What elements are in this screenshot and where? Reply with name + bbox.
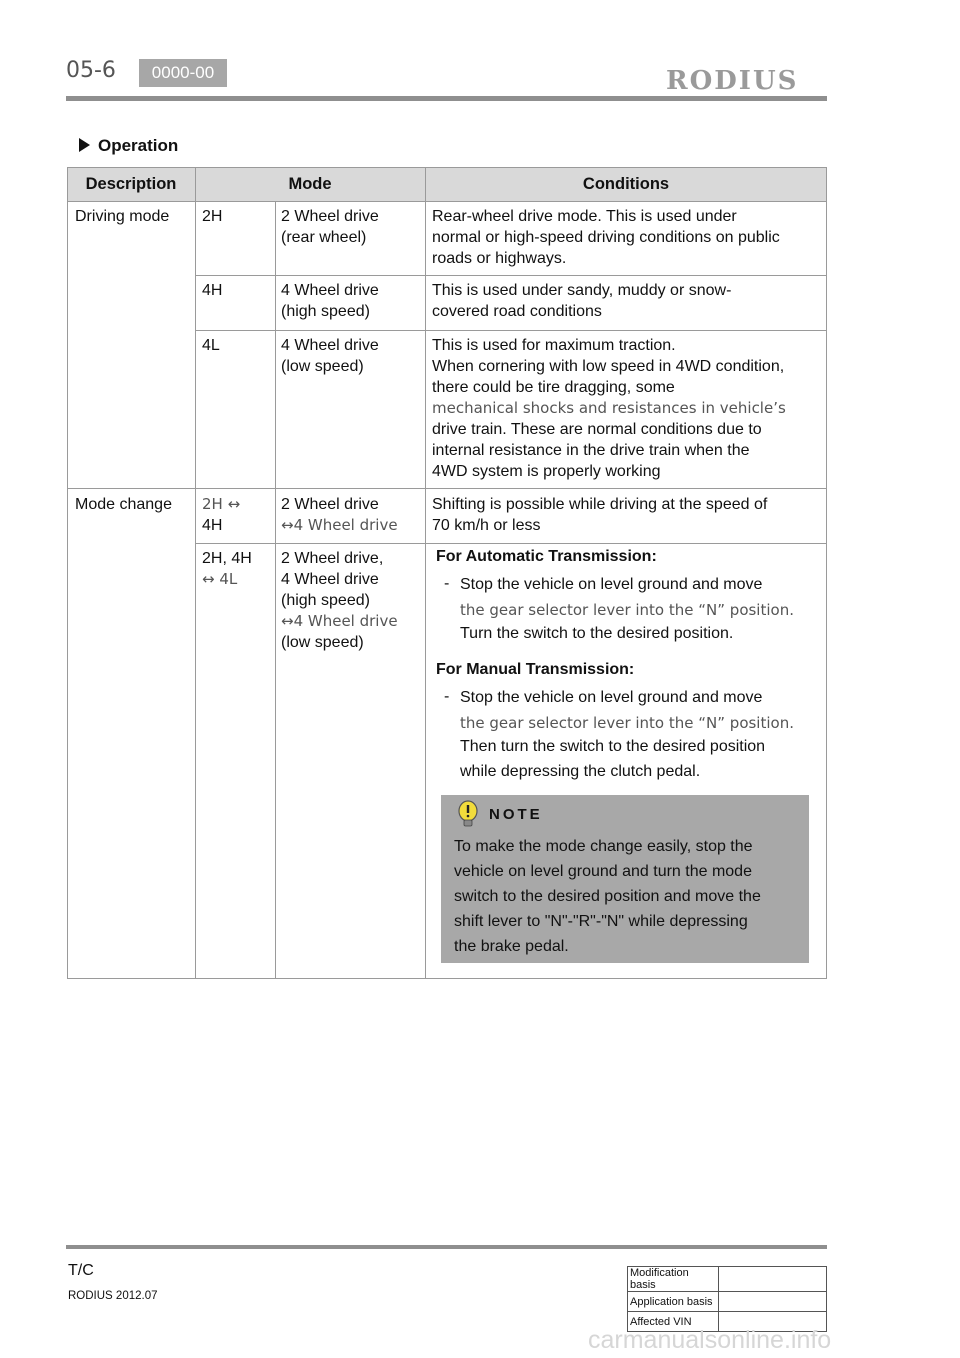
drive-line: (high speed): [281, 592, 370, 609]
row-divider: [195, 330, 827, 331]
drive-line: 4 Wheel drive: [281, 571, 379, 588]
condition-line: This is used for maximum traction.: [432, 337, 676, 354]
auto-transmission-steps: [460, 573, 794, 647]
condition-line: normal or high-speed driving conditions on public: [432, 229, 780, 246]
note-title: NOTE: [489, 806, 543, 823]
info-value: [719, 1267, 827, 1292]
row-mode: [202, 548, 252, 590]
step-line: the gear selector lever into the “N” position.: [460, 600, 794, 619]
section-title: [79, 136, 178, 156]
condition-line: mechanical shocks and resistances in vehicle’s: [432, 399, 786, 417]
info-label: Modification basis: [628, 1267, 719, 1292]
bullet-dash: -: [444, 575, 450, 592]
condition-line: When cornering with low speed in 4WD condition,: [432, 358, 785, 375]
triangle-bullet-icon: [79, 138, 90, 152]
row-description: Mode change: [75, 496, 172, 513]
step-line: Stop the vehicle on level ground and move: [460, 689, 763, 706]
note-line: To make the mode change easily, stop the: [454, 838, 753, 855]
table-row: [628, 1292, 827, 1312]
mode-line: 2H, 4H: [202, 550, 252, 567]
row-conditions: [432, 206, 780, 269]
step-line: while depressing the clutch pedal.: [460, 762, 701, 780]
table-border: [826, 167, 827, 979]
step-line: Then turn the switch to the desired position: [460, 738, 766, 755]
condition-line: 4WD system is properly working: [432, 463, 661, 480]
row-conditions: [432, 335, 786, 482]
row-mode: 4H: [202, 282, 223, 299]
row-drive: [281, 206, 379, 248]
header-mode: Mode: [288, 175, 332, 193]
row-divider: [67, 488, 827, 489]
row-mode: 2H: [202, 208, 223, 225]
table-border: [67, 167, 827, 168]
table-row: [628, 1267, 827, 1292]
row-mode: 4L: [202, 337, 220, 354]
row-description: Driving mode: [75, 208, 170, 225]
bullet-dash: -: [444, 688, 450, 705]
table-border: [67, 978, 827, 979]
manual-transmission-title: For Manual Transmission:: [436, 661, 635, 678]
footer-rule: [66, 1245, 827, 1249]
row-conditions: [432, 280, 731, 322]
footer-section-code: T/C: [68, 1262, 94, 1279]
drive-line: 2 Wheel drive,: [281, 550, 384, 567]
column-divider: [425, 167, 426, 979]
step-line: Turn the switch to the desired position.: [460, 625, 734, 642]
drive-line: (high speed): [281, 303, 370, 320]
drive-line: (low speed): [281, 358, 364, 375]
table-border: [67, 167, 68, 979]
condition-line: internal resistance in the drive train when the: [432, 442, 750, 459]
condition-line: 70 km/h or less: [432, 517, 541, 534]
caution-bulb-icon: [455, 799, 481, 829]
row-conditions: [432, 494, 767, 536]
footer-model-date: RODIUS 2012.07: [68, 1290, 158, 1302]
column-divider: [195, 167, 196, 979]
condition-line: roads or highways.: [432, 250, 567, 267]
row-divider: [195, 275, 827, 276]
row-divider: [67, 201, 827, 202]
page-number: 05-6: [66, 58, 116, 83]
note-text: [454, 834, 794, 959]
row-divider: [195, 543, 827, 544]
row-drive: [281, 280, 379, 322]
drive-line: (low speed): [281, 634, 364, 651]
header-description: Description: [85, 175, 177, 193]
manual-transmission-steps: [460, 686, 794, 784]
drive-line: 2 Wheel drive: [281, 208, 379, 225]
row-drive: [281, 494, 398, 536]
mode-line: 2H ↔: [202, 495, 241, 513]
mode-line: 4H: [202, 517, 223, 534]
drive-line: ↔4 Wheel drive: [281, 612, 398, 630]
mode-line: ↔ 4L: [202, 570, 238, 588]
header-rule: [66, 96, 827, 101]
row-mode: [202, 494, 240, 536]
condition-line: This is used under sandy, muddy or snow-: [432, 282, 732, 299]
section-code-badge: 0000-00: [139, 59, 227, 87]
column-divider: [275, 201, 276, 979]
info-label: Application basis: [628, 1292, 719, 1312]
row-drive: [281, 548, 398, 653]
auto-transmission-title: For Automatic Transmission:: [436, 548, 657, 565]
section-title-text: Operation: [98, 136, 179, 155]
info-value: [719, 1292, 827, 1312]
drive-line: 4 Wheel drive: [281, 337, 379, 354]
step-line: the gear selector lever into the “N” position.: [460, 713, 794, 732]
note-line: vehicle on level ground and turn the mode: [454, 863, 752, 880]
step-line: Stop the vehicle on level ground and move: [460, 576, 763, 593]
drive-line: 2 Wheel drive: [281, 496, 379, 513]
row-drive: [281, 335, 379, 377]
header-conditions: Conditions: [582, 175, 670, 193]
watermark: carmanualsonline.info: [588, 1326, 832, 1354]
condition-line: Shifting is possible while driving at the speed of: [432, 496, 768, 513]
condition-line: drive train. These are normal conditions due to: [432, 421, 762, 438]
drive-line: (rear wheel): [281, 229, 367, 246]
condition-line: covered road conditions: [432, 303, 602, 320]
note-line: switch to the desired position and move the: [454, 888, 761, 905]
drive-line: 4 Wheel drive: [281, 282, 379, 299]
condition-line: there could be tire dragging, some: [432, 379, 675, 396]
note-line: shift lever to "N"-"R"-"N" while depressing: [454, 913, 748, 930]
revision-info-table: [627, 1266, 827, 1332]
drive-line: ↔4 Wheel drive: [281, 516, 398, 534]
note-line: the brake pedal.: [454, 938, 569, 955]
brand-logo: RODIUS: [666, 66, 799, 96]
info-label: Affected VIN: [628, 1312, 719, 1332]
condition-line: Rear-wheel drive mode. This is used under: [432, 208, 737, 225]
